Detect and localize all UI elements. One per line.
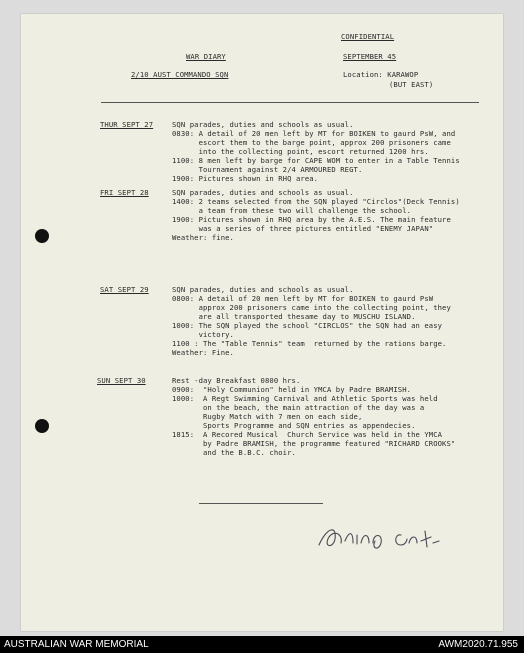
punch-hole bbox=[35, 229, 49, 243]
signature bbox=[313, 517, 463, 557]
entry-line: Tournament against 2/4 ARMOURED REGT. bbox=[172, 165, 363, 174]
entry-date: THUR SEPT 27 bbox=[100, 120, 154, 129]
entry-line: SQN parades, duties and schools as usual. bbox=[172, 188, 354, 197]
classification-marking: CONFIDENTIAL bbox=[341, 32, 395, 41]
entry-line: a team from these two will challenge the school. bbox=[172, 206, 412, 215]
unit-name: 2/10 AUST COMMANDO SQN bbox=[131, 70, 229, 79]
entry-line: 1900: Pictures shown in RHQ area by the A.E.S. The main feature bbox=[172, 215, 451, 224]
diary-month: SEPTEMBER 45 bbox=[343, 52, 397, 61]
diary-page bbox=[21, 14, 503, 631]
entry-line: and the B.B.C. choir. bbox=[172, 448, 296, 457]
entry-line: 0800: A detail of 20 men left by MT for BOIKEN to gaurd PsW bbox=[172, 294, 434, 303]
entry-line: Weather: fine. bbox=[172, 233, 234, 242]
entry-line: approx 200 prisoners came into the collecting point, they bbox=[172, 303, 451, 312]
entry-line: escort them to the barge point, approx 200 prisoners came bbox=[172, 138, 451, 147]
entry-line: 0900: "Holy Communion" held in YMCA by Padre BRAMISH. bbox=[172, 385, 412, 394]
entry-line: SQN parades, duties and schools as usual. bbox=[172, 285, 354, 294]
entry-line: 1100 : The "Table Tennis" team returned by the rations barge. bbox=[172, 339, 447, 348]
entry-date: SAT SEPT 29 bbox=[100, 285, 149, 294]
entry-line: victory. bbox=[172, 330, 234, 339]
entry-line: Rugby Match with 7 men on each side, bbox=[172, 412, 363, 421]
diary-title: WAR DIARY bbox=[186, 52, 226, 61]
entry-line: 1815: A Recored Musical Church Service was held in the YMCA bbox=[172, 430, 443, 439]
entry-line: Rest -day Breakfast 0800 hrs. bbox=[172, 376, 301, 385]
entry-line: on the beach, the main attraction of the day was a bbox=[172, 403, 425, 412]
entry-line: are all transported thesame day to MUSCHU ISLAND. bbox=[172, 312, 416, 321]
location-detail: (BUT EAST) bbox=[389, 80, 434, 89]
entry-line: 1000: The SQN played the school "CIRCLOS" the SQN had an easy bbox=[172, 321, 443, 330]
entry-line: was a series of three pictures entitled "ENEMY JAPAN" bbox=[172, 224, 434, 233]
archive-footer bbox=[0, 636, 524, 653]
entry-line: 1000: A Regt Swimming Carnival and Athletic Sports was held bbox=[172, 394, 438, 403]
entry-line: Sports Programme and SQN entries as appendecies. bbox=[172, 421, 416, 430]
entry-line: 0830: A detail of 20 men left by MT for BOIKEN to gaurd PsW, and bbox=[172, 129, 456, 138]
header-rule bbox=[101, 102, 479, 103]
entry-line: into the collecting point, escort returned 1200 hrs. bbox=[172, 147, 429, 156]
entry-date: FRI SEPT 28 bbox=[100, 188, 149, 197]
entry-line: 1400: 2 teams selected from the SQN played "Circlos"(Deck Tennis) bbox=[172, 197, 460, 206]
entry-line: SQN parades, duties and schools as usual. bbox=[172, 120, 354, 129]
location-label: Location: KARAWOP bbox=[343, 70, 419, 79]
institution-label: AUSTRALIAN WAR MEMORIAL bbox=[4, 639, 149, 650]
entry-line: 1100: 8 men left by barge for CAPE WOM to enter in a Table Tennis bbox=[172, 156, 460, 165]
entry-line: 1900: Pictures shown in RHQ area. bbox=[172, 174, 319, 183]
entry-date: SUN SEPT 30 bbox=[97, 376, 146, 385]
reference-number: AWM2020.71.955 bbox=[438, 639, 518, 650]
closing-rule bbox=[199, 503, 323, 504]
punch-hole bbox=[35, 419, 49, 433]
entry-line: by Padre BRAMISH, the programme featured "RICHARD CROOKS" bbox=[172, 439, 456, 448]
entry-line: Weather: Fine. bbox=[172, 348, 234, 357]
